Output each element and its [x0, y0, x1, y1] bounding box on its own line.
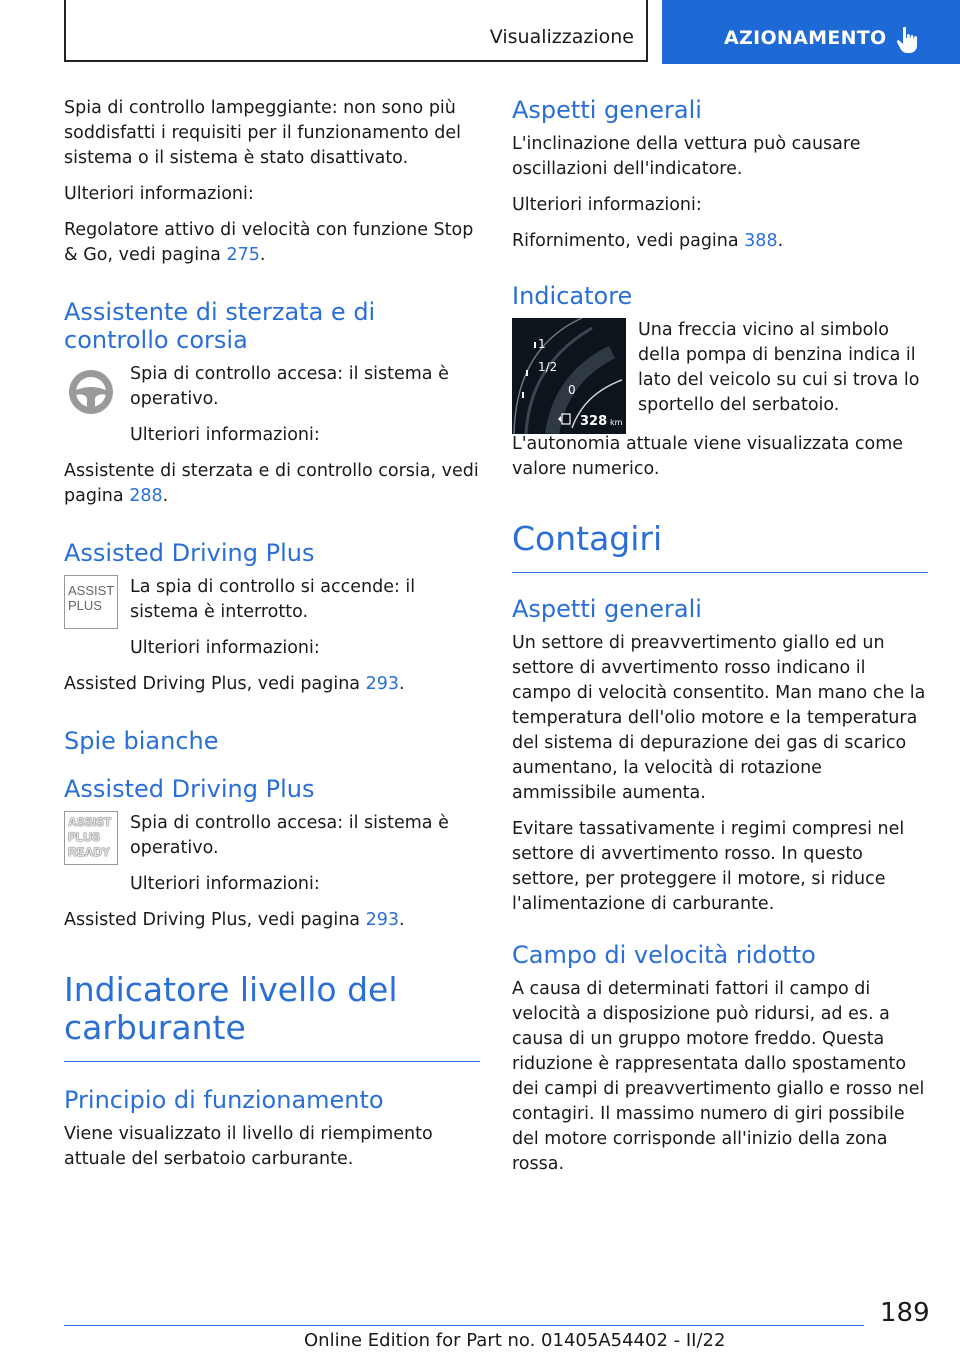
fuel-gauge-image	[512, 318, 626, 434]
page-number: 189	[880, 1298, 930, 1328]
gauge-tick-label: 0	[568, 383, 576, 397]
steering-wheel-icon	[64, 362, 118, 416]
chapter-heading: Indicatore livello del carburante	[64, 971, 480, 1062]
subsection-heading: Aspetti generali	[512, 595, 702, 623]
paragraph-with-link: Assisted Driving Plus, vedi pagina 293.	[64, 910, 405, 930]
assisted-driving-ready-figure	[64, 811, 480, 908]
paragraph-with-link: Rifornimento, vedi pagina 388.	[512, 231, 784, 251]
page-link[interactable]: 388	[744, 231, 778, 251]
header-chapter-label: AZIONAMENTO	[724, 27, 887, 49]
paragraph-with-link: Assisted Driving Plus, vedi pagina 293.	[64, 674, 405, 694]
paragraph: Spia di controllo lampeggiante: non sono più soddisfatti i requisiti per il funzionamento del sistema o il sistema è stato disattivato.	[64, 98, 461, 168]
assist-plus-ready-icon: ASSIST PLUS READY	[64, 811, 118, 865]
paragraph: Ulteriori informazioni:	[130, 874, 320, 894]
fuel-gauge-figure	[512, 318, 928, 438]
subsection-heading: Assistente di sterzata e di controllo corsia	[64, 298, 376, 354]
header-section-tab	[64, 0, 648, 62]
right-column	[512, 96, 928, 1188]
subsection-heading: Campo di velocità ridotto	[512, 941, 816, 969]
subsection-heading: Assisted Driving Plus	[64, 539, 315, 567]
paragraph: Una freccia vicino al simbolo della pompa di benzina indica il lato del veicolo su cui si trova lo sportello del serbatoio.	[638, 320, 920, 415]
paragraph: L'autonomia attuale viene visualizzata come valore numerico.	[512, 434, 904, 479]
assisted-driving-interrupted-figure	[64, 575, 480, 672]
footer-edition: Online Edition for Part no. 01405A54402 - II/22	[304, 1330, 726, 1351]
page-link[interactable]: 293	[365, 674, 399, 694]
page-link[interactable]: 288	[129, 486, 163, 506]
paragraph: Spia di controllo accesa: il sistema è operativo.	[130, 364, 449, 409]
paragraph: Ulteriori informazioni:	[130, 638, 320, 658]
footer-divider	[64, 1325, 864, 1326]
subsection-heading: Principio di funzionamento	[64, 1086, 384, 1114]
assist-plus-icon: ASSIST PLUS	[64, 575, 118, 629]
gauge-tick-label: 1/2	[538, 360, 558, 374]
gauge-tick-label: 1	[538, 337, 546, 351]
steering-assist-figure	[64, 362, 480, 459]
paragraph: Ulteriori informazioni:	[512, 195, 702, 215]
paragraph: A causa di determinati fattori il campo di velocità a disposizione può ridursi, ad es. a causa di un gruppo motore freddo. Questa riduzione è rappresentata dallo spostamento dei campi di preavvertimento giallo e rosso nel contagiri. Il massimo numero di giri possibile del motore corrisponde all'inizio della zona rossa.	[512, 979, 925, 1174]
hand-pointer-icon	[892, 24, 924, 56]
left-column	[64, 96, 480, 1183]
page-link[interactable]: 293	[365, 910, 399, 930]
subsection-heading: Indicatore	[512, 282, 633, 310]
paragraph: La spia di controllo si accende: il sistema è interrotto.	[130, 577, 416, 622]
chapter-heading: Contagiri	[512, 520, 928, 573]
section-heading: Spie bianche	[64, 727, 219, 755]
paragraph: Ulteriori informazioni:	[130, 425, 320, 445]
page-link[interactable]: 275	[226, 245, 260, 265]
range-unit: km	[610, 418, 623, 427]
header-chapter-tab	[662, 0, 960, 64]
paragraph-with-link: Assistente di sterzata e di controllo corsia, vedi pagina 288.	[64, 461, 479, 506]
paragraph: Viene visualizzato il livello di riempimento attuale del serbatoio carburante.	[64, 1124, 433, 1169]
paragraph: L'inclinazione della vettura può causare oscillazioni dell'indicatore.	[512, 134, 861, 179]
paragraph: Spia di controllo accesa: il sistema è operativo.	[130, 813, 449, 858]
paragraph-with-link: Regolatore attivo di velocità con funzione Stop & Go, vedi pagina 275.	[64, 220, 474, 265]
paragraph: Evitare tassativamente i regimi compresi nel settore di avvertimento rosso. In questo settore, per proteggere il motore, si riduce l'alimentazione di carburante.	[512, 819, 905, 914]
subsection-heading: Aspetti generali	[512, 96, 702, 124]
paragraph: Ulteriori informazioni:	[64, 184, 254, 204]
header-section-label: Visualizzazione	[489, 26, 634, 48]
paragraph: Un settore di preavvertimento giallo ed un settore di avvertimento rosso indicano il campo di velocità consentito. Man mano che la temperatura dell'olio motore e la temperatura del sistema di depurazione dei gas di scarico aumentano, la velocità di rotazione ammissibile aumenta.	[512, 633, 926, 803]
range-value: 328	[580, 414, 608, 429]
subsection-heading: Assisted Driving Plus	[64, 775, 315, 803]
